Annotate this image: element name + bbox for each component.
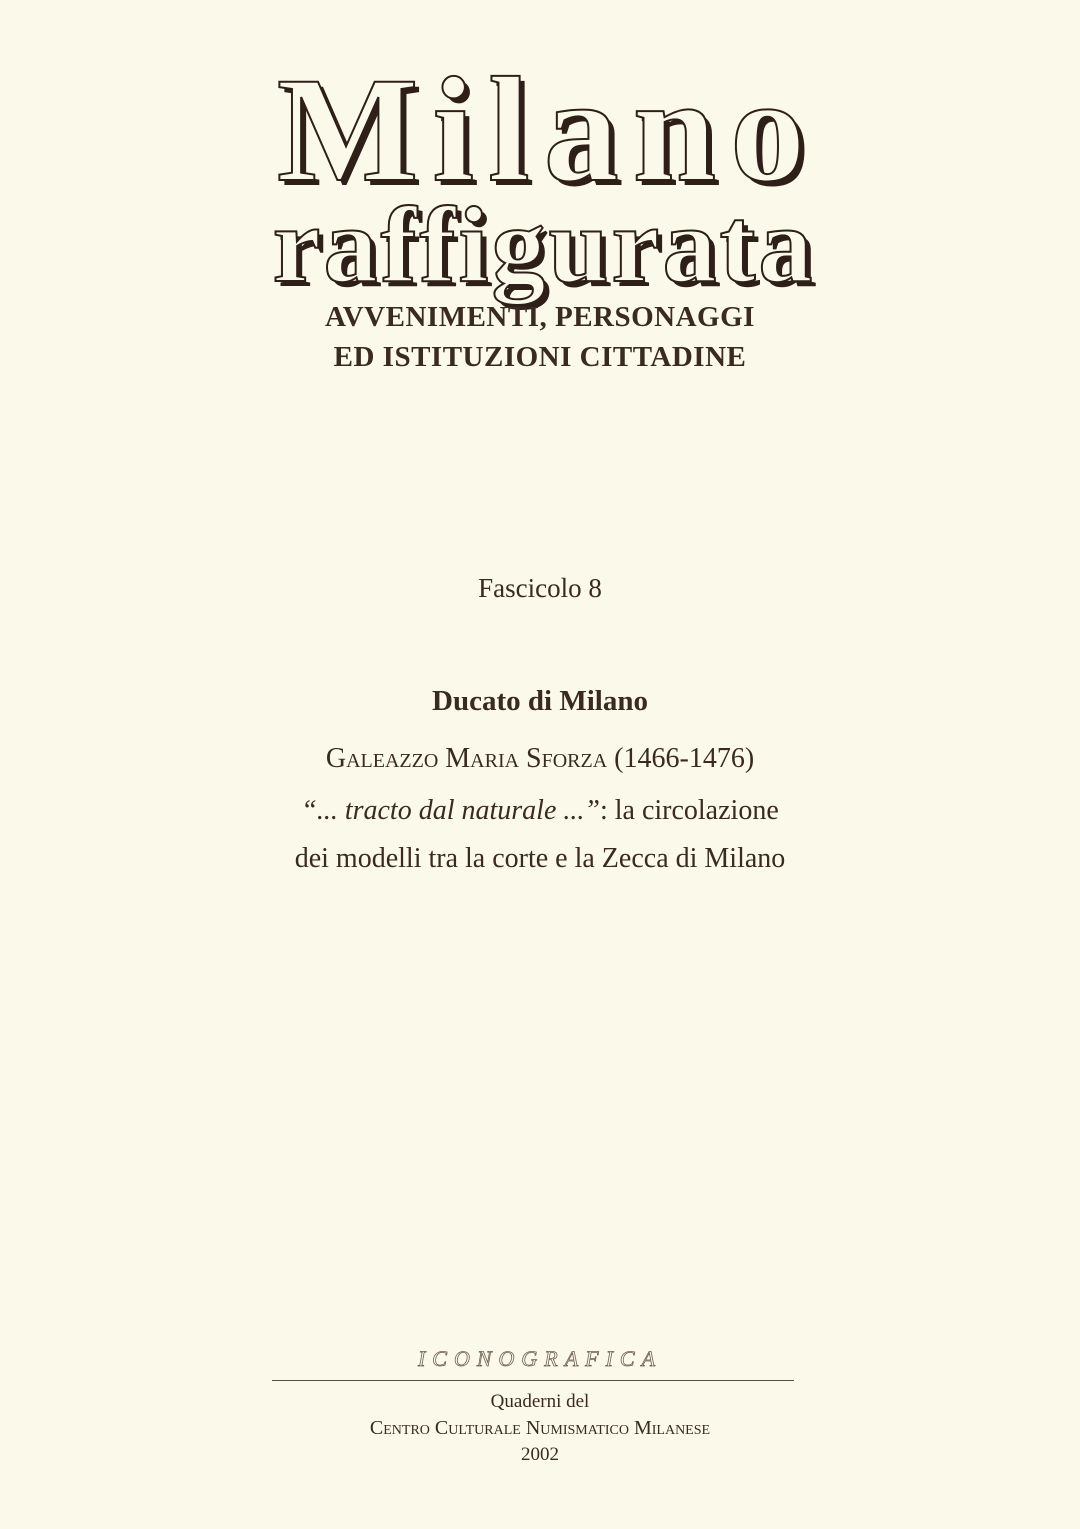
publication-year: 2002 [521, 1444, 559, 1465]
title-milano: Milano [276, 47, 820, 213]
ruler-name: Galeazzo Maria Sforza (1466-1476) [325, 743, 755, 774]
publisher-line-1: Quaderni del [490, 1391, 590, 1412]
section-title: Ducato di Milano [432, 685, 648, 717]
title-raffigurata: raffigurata [272, 186, 816, 305]
divider [272, 1380, 794, 1381]
subtitle-line-1: AVVENIMENTI, PERSONAGGI [325, 301, 755, 333]
series-name: ICONOGRAFICA [417, 1346, 663, 1371]
topic-line-1 [0, 794, 1080, 828]
subtitle-line-2: ED ISTITUZIONI CITTADINE [333, 341, 747, 373]
publisher-name: Centro Culturale Numismatico Milanese [369, 1417, 711, 1439]
topic-line-2: dei modelli tra la corte e la Zecca di Milano [294, 843, 786, 874]
topic-quote: “... tracto dal naturale ...” [301, 795, 600, 826]
topic-line-1-rest: : la circolazione [599, 795, 779, 826]
issue-number: Fascicolo 8 [478, 573, 602, 603]
